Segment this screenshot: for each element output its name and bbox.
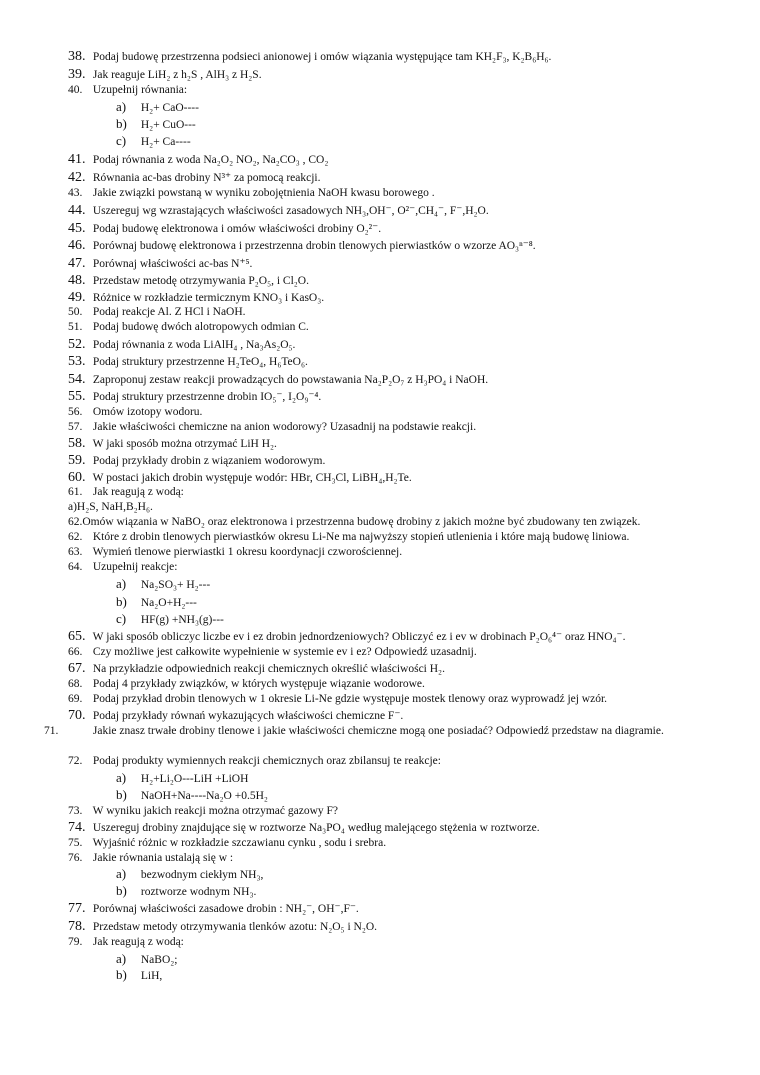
subitem-label: a): [116, 866, 127, 881]
question-number: 69.: [68, 693, 83, 705]
question-53: [68, 353, 714, 371]
question-text: Porównaj właściwości ac-bas N⁺⁵.: [92, 258, 253, 270]
question-text: Podaj przykłady równań wykazujących właściwości chemiczne F⁻.: [92, 710, 404, 722]
subitem-76b: [116, 883, 256, 900]
subitem-text: Na₂O+H₂---: [140, 597, 197, 609]
question-46: [68, 237, 714, 255]
subitem-text: H₂+Li₂O---LiH +LiOH: [140, 773, 249, 785]
question-70: [68, 707, 714, 725]
question-number: 52.: [68, 337, 86, 352]
question-72: [68, 754, 714, 769]
subitem-label: a): [116, 951, 127, 966]
question-number: 48.: [68, 273, 86, 288]
question-number: 55.: [68, 389, 86, 404]
question-number: 66.: [68, 646, 83, 658]
question-number: 41.: [68, 152, 86, 167]
question-text: Podaj przykład drobin tlenowych w 1 okresie Li-Ne gdzie występuje mostek tlenowy oraz wyprowadź jej wzór.: [92, 693, 608, 705]
question-number: 47.: [68, 256, 86, 271]
question-78: [68, 918, 714, 936]
question-73: [68, 804, 714, 819]
question-text: Jak reagują z wodą:: [92, 936, 184, 948]
question-40: [68, 83, 714, 98]
question-text: W wyniku jakich reakcji można otrzymać gazowy F?: [92, 805, 339, 817]
question-number: 67.: [68, 661, 86, 676]
question-45: [68, 220, 714, 238]
question-text: Omów izotopy wodoru.: [92, 406, 203, 418]
subitem-label: a): [116, 99, 127, 114]
question-51: [68, 320, 714, 335]
question-text: W jaki sposób obliczyc liczbe ev i ez drobin jednordzeniowych? Obliczyć ez i ev w drobinach P₂O₆⁴⁻ oraz HNO₄⁻.: [92, 631, 626, 643]
question-number: 54.: [68, 372, 86, 387]
question-text: Jakie związki powstaną w wyniku zobojętnienia NaOH kwasu borowego .: [92, 187, 435, 199]
subitem-64a: [116, 576, 210, 593]
question-text: Jakie równania ustalają się w :: [92, 852, 234, 864]
question-number: 58.: [68, 436, 86, 451]
question-text: Podaj struktury przestrzenne H₂TeO₄, H₆TeO₆.: [92, 356, 308, 368]
question-number: 53.: [68, 354, 86, 369]
subitem-64c: [116, 611, 224, 628]
subitem-40a: [116, 99, 199, 116]
question-number: 79.: [68, 936, 83, 948]
question-65: [68, 628, 714, 646]
question-64: [68, 560, 714, 575]
question-number: 62.: [68, 531, 83, 543]
answer-line-61: a)H₂S, NaH,B₂H₆.: [68, 501, 153, 513]
subitem-label: b): [116, 116, 127, 131]
question-text: Wyjaśnić różnic w rozkładzie szczawianu cynku , sodu i srebra.: [92, 837, 387, 849]
question-text: Podaj równania z woda LiAlH₄ , Na₃As₂O₅.: [92, 339, 296, 351]
question-text: Podaj budowę elektronowa i omów właściwości drobiny O₂²⁻.: [92, 223, 382, 235]
question-text: Równania ac-bas drobiny N³⁺ za pomocą reakcji.: [92, 172, 321, 184]
question-52: [68, 336, 714, 354]
question-54: [68, 371, 714, 389]
question-text: Jak reagują z wodą:: [92, 486, 184, 498]
question-text: Podaj produkty wymiennych reakcji chemicznych oraz zbilansuj te reakcje:: [92, 755, 441, 767]
question-number: 61.: [68, 486, 83, 498]
question-38: [68, 48, 714, 66]
question-57: [68, 420, 714, 435]
question-77: [68, 900, 714, 918]
question-number: 73.: [68, 805, 83, 817]
subitem-79a: [116, 951, 177, 968]
question-61: [68, 485, 714, 500]
subitem-text: bezwodnym ciekłym NH₃,: [140, 869, 264, 881]
question-text: Uzupełnij równania:: [92, 84, 188, 96]
question-76: [68, 851, 714, 866]
question-text: Podaj reakcje Al. Z HCl i NaOH.: [92, 306, 246, 318]
question-number: 71.: [44, 725, 59, 737]
question-55: [68, 388, 714, 406]
question-text: Podaj struktury przestrzenne drobin IO₅⁻, I₂O₉⁻⁴.: [92, 391, 322, 403]
question-number: 56.: [68, 406, 83, 418]
question-71: [44, 724, 714, 739]
question-number: 77.: [68, 901, 86, 916]
question-text: Różnice w rozkładzie termicznym KNO₃ i KasO₃.: [92, 292, 325, 304]
subitem-text: NaBO₂;: [140, 954, 178, 966]
question-text: Zaproponuj zestaw reakcji prowadzących do powstawania Na₂P₂O₇ z H₃PO₄ i NaOH.: [92, 374, 489, 386]
question-56: [68, 405, 714, 420]
subitem-64b: [116, 594, 197, 611]
subitem-76a: [116, 866, 263, 883]
question-text: W jaki sposób można otrzymać LiH H₂.: [92, 438, 277, 450]
question-number: 45.: [68, 221, 86, 236]
question-text: Wymień tlenowe pierwiastki 1 okresu koordynacji czworościennej.: [92, 546, 403, 558]
question-text: Podaj budowę dwóch alotropowych odmian C.: [92, 321, 309, 333]
question-number: 44.: [68, 203, 86, 218]
question-62: [68, 530, 714, 545]
question-number: 43.: [68, 187, 83, 199]
subitem-text: HF(g) +NH₃(g)---: [140, 614, 224, 626]
subitem-text: H₂+ CaO----: [140, 102, 199, 114]
subitem-72b: [116, 787, 268, 804]
question-number: 50.: [68, 306, 83, 318]
question-69: [68, 692, 714, 707]
question-number: 38.: [68, 49, 86, 64]
question-58: [68, 435, 714, 453]
question-number: 72.: [68, 755, 83, 767]
question-44: [68, 202, 714, 220]
subitem-label: a): [116, 576, 127, 591]
question-number: 64.: [68, 561, 83, 573]
subitem-40c: [116, 133, 191, 150]
subitem-label: c): [116, 611, 127, 626]
subitem-text: H₂+ CuO---: [140, 119, 196, 131]
question-75: [68, 836, 714, 851]
question-42: [68, 169, 714, 187]
subitem-72a: [116, 770, 248, 787]
subitem-text: NaOH+Na----Na₂O +0.5H₂: [140, 790, 268, 802]
question-number: 78.: [68, 919, 86, 934]
subitem-40b: [116, 116, 196, 133]
question-79: [68, 935, 714, 950]
question-text: Podaj równania z woda Na₂O₂ NO₂, Na₂CO₃ , CO₂: [92, 154, 329, 166]
subitem-text: LiH,: [140, 970, 163, 982]
question-59: [68, 452, 714, 470]
question-67: [68, 660, 714, 678]
question-43: [68, 186, 714, 201]
question-62-bo2: 62.Omów wiązania w NaBO₂ oraz elektronowa i przestrzenna budowę drobiny z jakich możne być zbudowany ten związek.: [68, 516, 641, 528]
question-number: 63.: [68, 546, 83, 558]
question-number: 60.: [68, 470, 86, 485]
question-66: [68, 645, 714, 660]
question-text: Uszereguj wg wzrastających właściwości zasadowych NH₃,OH⁻, O²⁻,CH₄⁻, F⁻,H₂O.: [92, 205, 489, 217]
subitem-text: H₂+ Ca----: [140, 136, 191, 148]
question-47: [68, 255, 714, 273]
subitem-label: b): [116, 787, 127, 802]
question-text: W postaci jakich drobin występuje wodór: HBr, CH₃Cl, LiBH₄,H₂Te.: [92, 472, 412, 484]
question-number: 42.: [68, 170, 86, 185]
question-74: [68, 819, 714, 837]
question-number: 75.: [68, 837, 83, 849]
subitem-label: a): [116, 770, 127, 785]
subitem-label: c): [116, 133, 127, 148]
question-41: [68, 151, 714, 169]
question-text: Czy możliwe jest całkowite wypełnienie w systemie ev i ez? Odpowiedź uzasadnij.: [92, 646, 477, 658]
question-text: Porównaj właściwości zasadowe drobin : NH₂⁻, OH⁻,F⁻.: [92, 903, 359, 915]
question-text: Na przykładzie odpowiednich reakcji chemicznych określić właściwości H₂.: [92, 663, 445, 675]
question-number: 74.: [68, 820, 86, 835]
question-text: Jakie znasz trwałe drobiny tlenowe i jakie właściwości chemiczne mogą one posiadać? Odpowiedź przedstaw na diagramie.: [92, 725, 664, 737]
question-text: Uzupełnij reakcje:: [92, 561, 178, 573]
question-number: 68.: [68, 678, 83, 690]
question-number: 39.: [68, 67, 86, 82]
subitem-79b: [116, 967, 162, 984]
question-number: 46.: [68, 238, 86, 253]
subitem-text: Na₂SO₃+ H₂---: [140, 579, 211, 591]
question-number: 65.: [68, 629, 86, 644]
question-68: [68, 677, 714, 692]
question-text: Które z drobin tlenowych pierwiastków okresu Li-Ne ma najwyższy stopień utlenienia i które mają budowę liniowa.: [92, 531, 630, 543]
question-text: Jakie właściwości chemiczne na anion wodorowy? Uzasadnij na podstawie reakcji.: [92, 421, 477, 433]
question-number: 70.: [68, 708, 86, 723]
question-39: [68, 66, 714, 84]
subitem-text: roztworze wodnym NH₃.: [140, 886, 257, 898]
question-text: Porównaj budowę elektronowa i przestrzenna drobin tlenowych pierwiastków o wzorze AO₃ⁿ⁻⁸.: [92, 240, 536, 252]
question-number: 59.: [68, 453, 86, 468]
question-text: Podaj budowę przestrzenna podsieci anionowej i omów wiązania występujące tam KH₂F₃, K₂B₆H₆.: [92, 51, 552, 63]
question-number: 76.: [68, 852, 83, 864]
question-text: Przedstaw metody otrzymywania tlenków azotu: N₂O₅ i N₂O.: [92, 921, 378, 933]
question-number: 51.: [68, 321, 83, 333]
question-number: 49.: [68, 290, 86, 305]
question-number: 40.: [68, 84, 83, 96]
subitem-label: b): [116, 594, 127, 609]
question-50: [68, 305, 714, 320]
subitem-label: b): [116, 883, 127, 898]
question-text: Podaj 4 przykłady związków, w których występuje wiązanie wodorowe.: [92, 678, 425, 690]
question-number: 57.: [68, 421, 83, 433]
question-text: Jak reaguje LiH₂ z h₂S , AlH₃ z H₂S.: [92, 69, 262, 81]
subitem-label: b): [116, 967, 127, 982]
question-text: Uszereguj drobiny znajdujące się w roztworze Na₃PO₄ według malejącego stężenia w roztworze.: [92, 822, 540, 834]
question-text: Podaj przykłady drobin z wiązaniem wodorowym.: [92, 455, 326, 467]
question-text: Przedstaw metodę otrzymywania P₂O₅, i Cl₂O.: [92, 275, 309, 287]
question-48: [68, 272, 714, 290]
question-63: [68, 545, 714, 560]
